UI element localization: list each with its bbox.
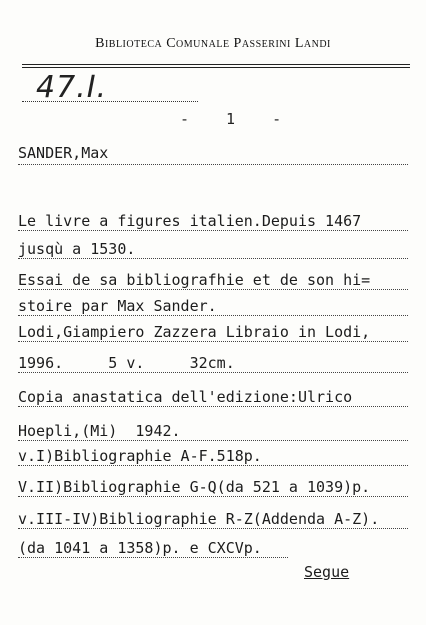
- card-line-8: Hoepli,(Mi) 1942.: [18, 422, 181, 440]
- card-line-10: V.II)Bibliographie G-Q(da 521 a 1039)p.: [18, 478, 371, 496]
- card-line-5: Lodi,Giampiero Zazzera Libraio in Lodi,: [18, 323, 371, 341]
- dotted-line: [18, 406, 408, 407]
- card-line-7: Copia anastatica dell'edizione:Ulrico: [18, 388, 353, 406]
- card-line-1: Le livre a figures italien.Depuis 1467: [18, 212, 362, 230]
- dotted-line: [18, 496, 408, 497]
- continuation-note: Segue: [304, 563, 350, 581]
- shelfmark: 47.I.: [36, 70, 108, 105]
- dotted-line: [18, 315, 408, 316]
- dotted-line: [18, 557, 288, 558]
- dotted-line: [18, 465, 408, 466]
- card-line-2: jusqù a 1530.: [18, 240, 136, 258]
- card-line-9: v.I)Bibliographie A-F.518p.: [18, 447, 262, 465]
- dotted-line: [18, 258, 408, 259]
- card-line-3: Essai de sa bibliografhie et de son hi=: [18, 271, 371, 289]
- dotted-line: [18, 289, 408, 290]
- header-rule: [22, 64, 410, 68]
- dotted-line: [18, 230, 408, 231]
- card-line-6: 1996. 5 v. 32cm.: [18, 354, 235, 372]
- card-line-4: stoire par Max Sander.: [18, 297, 217, 315]
- author-heading: SANDER,Max: [18, 144, 109, 162]
- dotted-line: [18, 440, 408, 441]
- author-dotted-line: [18, 164, 408, 165]
- library-header: Biblioteca Comunale Passerini Landi: [95, 36, 331, 51]
- shelfmark-dotted-line: [22, 101, 198, 102]
- card-line-11: v.III-IV)Bibliographie R-Z(Addenda A-Z).: [18, 510, 380, 528]
- dotted-line: [18, 372, 408, 373]
- page-number: - 1 -: [180, 110, 296, 128]
- dotted-line: [18, 341, 408, 342]
- card-line-12: (da 1041 a 1358)p. e CXCVp.: [18, 539, 262, 557]
- dotted-line: [18, 528, 408, 529]
